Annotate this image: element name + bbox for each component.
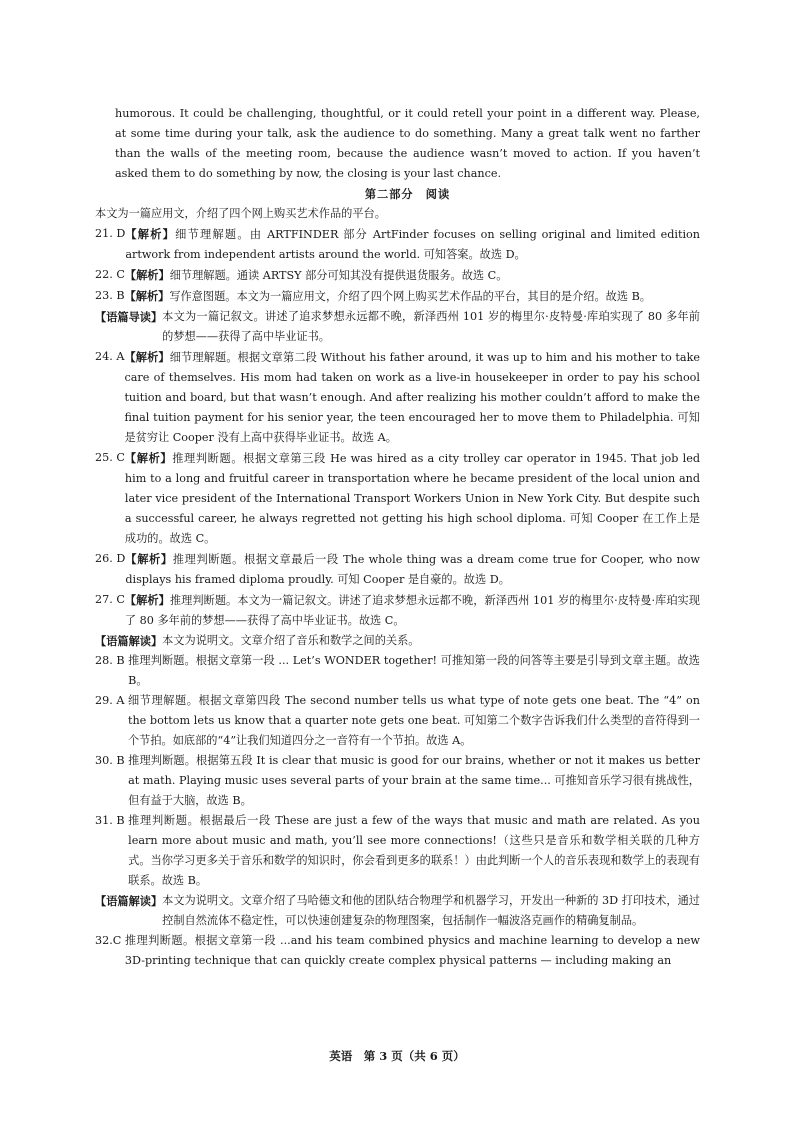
answer-body — [125, 590, 700, 631]
intro-paragraph: humorous. It could be challenging, thoughtful, or it could retell your point in a different way. Please, at some time during your talk, ask the audience to do something. Many a great talk went no farther than the walls of the meeting room, because the audience wasn’t moved to action. If you haven’t asked them to do something by now, the closing is your last chance. — [115, 107, 700, 180]
guide-text: 本文为说明文。文章介绍了音乐和数学之间的关系。 — [162, 634, 420, 647]
answer-body — [125, 224, 700, 265]
answer-body — [124, 347, 700, 448]
answer-text: 细节理解题。由 ARTFINDER 部分 ArtFinder focuses on selling original and limited edition artwork from independent artists around the world. 可知答案。故选 D。 — [125, 228, 700, 261]
answer-text: 推理判断题。根据文章第一段 ... Let’s WONDER together! 可推知第一段的问答等主要是引导到文章主题。故选 B。 — [128, 654, 700, 687]
passage-b-guide — [95, 307, 700, 347]
answer-number: 25. C — [95, 451, 125, 464]
analysis-tag: 【解析】 — [124, 268, 170, 282]
answer-text: 推理判断题。根据文章第一段 ...and his team combined physics and machine learning to develop a new 3D-printing technique that can quickly create complex physical patterns — including making an — [124, 934, 700, 967]
answer-number: 22. C — [95, 268, 125, 281]
analysis-tag: 【解析】 — [125, 552, 173, 566]
analysis-tag: 【解析】 — [124, 451, 173, 465]
answer-number: 29. A — [95, 694, 128, 707]
answer-body — [125, 448, 700, 549]
analysis-tag: 【解析】 — [124, 350, 170, 364]
page-footer: 英语 第 3 页（共 6 页） — [329, 1049, 465, 1063]
answer-number: 32.C — [95, 934, 125, 947]
answer-item-26 — [95, 549, 700, 590]
answer-number: 24. A — [95, 350, 125, 363]
answer-item-29 — [95, 691, 700, 751]
answer-text: 细节理解题。通读 ARTSY 部分可知其没有提供退货服务。故选 C。 — [169, 269, 508, 282]
answer-item-27 — [95, 590, 700, 631]
answer-key-content — [95, 104, 700, 971]
answer-number: 23. B — [95, 289, 125, 302]
answer-text: 推理判断题。根据第五段 It is clear that music is good for our brains, whether or not it makes us better at math. Playing music uses several parts of your brain at the same time... 可推知音乐学习很有挑战性，但有益于大脑，故选 B。 — [128, 754, 700, 807]
guide-text: 本文为说明文。文章介绍了马哈德文和他的团队结合物理学和机器学习，开发出一种新的 3D 打印技术，通过控制自然流体不稳定性，可以快速创建复杂的物理图案，包括制作一幅波洛克画作的精确复制品。 — [162, 894, 700, 927]
passage-c-guide — [95, 631, 700, 651]
answer-text: 推理判断题。根据文章最后一段 The whole thing was a dream come true for Cooper, who now displays his framed diploma proudly. 可知 Cooper 是自豪的。故选 D。 — [125, 553, 700, 586]
analysis-tag: 【解析】 — [124, 593, 170, 607]
section-title: 第二部分 阅读 — [364, 187, 451, 201]
answer-item-30 — [95, 751, 700, 811]
passage-d-guide — [95, 891, 700, 931]
answer-item-21 — [95, 224, 700, 265]
answer-item-32 — [95, 931, 700, 971]
answer-body — [125, 265, 700, 286]
answer-text: 细节理解题。根据文章第二段 Without his father around, it was up to him and his mother to take care of themselves. His mom had taken on work as a live-in housekeeper in order to pay his school tuition and board, but that wasn’t enough. And after realizing his mother couldn’t afford to make the final tuition payment for his senior year, the teen encouraged her to move them to Philadelphia. 可知是贫穷让 Cooper 没有上高中获得毕业证书。故选 A。 — [124, 351, 700, 444]
guide-text: 本文为一篇记叙文。讲述了追求梦想永远都不晚，新泽西州 101 岁的梅里尔·皮特曼·库珀实现了 80 多年前的梦想——获得了高中毕业证书。 — [162, 310, 700, 343]
answer-item-31 — [95, 811, 700, 891]
guide-tag: 【语篇解读】 — [95, 894, 163, 908]
answer-text: 推理判断题。根据最后一段 These are just a few of the ways that music and math are related. As you learn more about music and math, you’ll see more connections!（这些只是音乐和数学相关联的几种方式。当你学习更多关于音乐和数学的知识时，你会看到更多的联系！）由此判断一个人的音乐表现和数学上的表现有联系。故选 B。 — [128, 814, 700, 887]
answer-number: 31. B — [95, 814, 129, 827]
answer-item-24 — [95, 347, 700, 448]
answer-number: 26. D — [95, 552, 126, 565]
answer-body — [125, 549, 700, 590]
answer-item-25 — [95, 448, 700, 549]
answer-item-28 — [95, 651, 700, 691]
answer-number: 27. C — [95, 593, 125, 606]
answer-number: 30. B — [95, 754, 129, 767]
answer-number: 28. B — [95, 654, 129, 667]
guide-tag: 【语篇导读】 — [95, 310, 163, 324]
answer-item-23 — [95, 286, 700, 307]
answer-item-22 — [95, 265, 700, 286]
answer-text: 细节理解题。根据文章第四段 The second number tells us what type of note gets one beat. The “4” on the bottom lets us know that a quarter note gets one beat. 可知第二个数字告诉我们什么类型的音符得到一个节拍。如底部的“4”让我们知道四分之一音符有一个节拍。故选 A。 — [127, 694, 700, 747]
answer-body — [125, 286, 700, 307]
analysis-tag: 【解析】 — [124, 289, 170, 303]
answer-text: 写作意图题。本文为一篇应用文，介绍了四个网上购买艺术作品的平台，其目的是介绍。故选 B。 — [169, 290, 651, 303]
answer-number: 21. D — [95, 227, 126, 240]
passage-a-intro: 本文为一篇应用文，介绍了四个网上购买艺术作品的平台。 — [95, 207, 386, 220]
answer-text: 推理判断题。本文为一篇记叙文。讲述了追求梦想永远都不晚，新泽西州 101 岁的梅里尔·皮特曼·库珀实现了 80 多年前的梦想——获得了高中毕业证书。故选 C。 — [124, 594, 700, 627]
answer-text: 推理判断题。根据文章第三段 He was hired as a city trolley car operator in 1945. That job led him to a long and fruitful career in transportation where he became president of the local union and later vice president of the International Transport Workers Union in New York City. But despite such a successful career, he always regretted not getting his high school diploma. 可知 Cooper 在工作上是成功的。故选 C。 — [124, 452, 700, 545]
analysis-tag: 【解析】 — [125, 227, 176, 241]
guide-tag: 【语篇解读】 — [95, 634, 163, 648]
